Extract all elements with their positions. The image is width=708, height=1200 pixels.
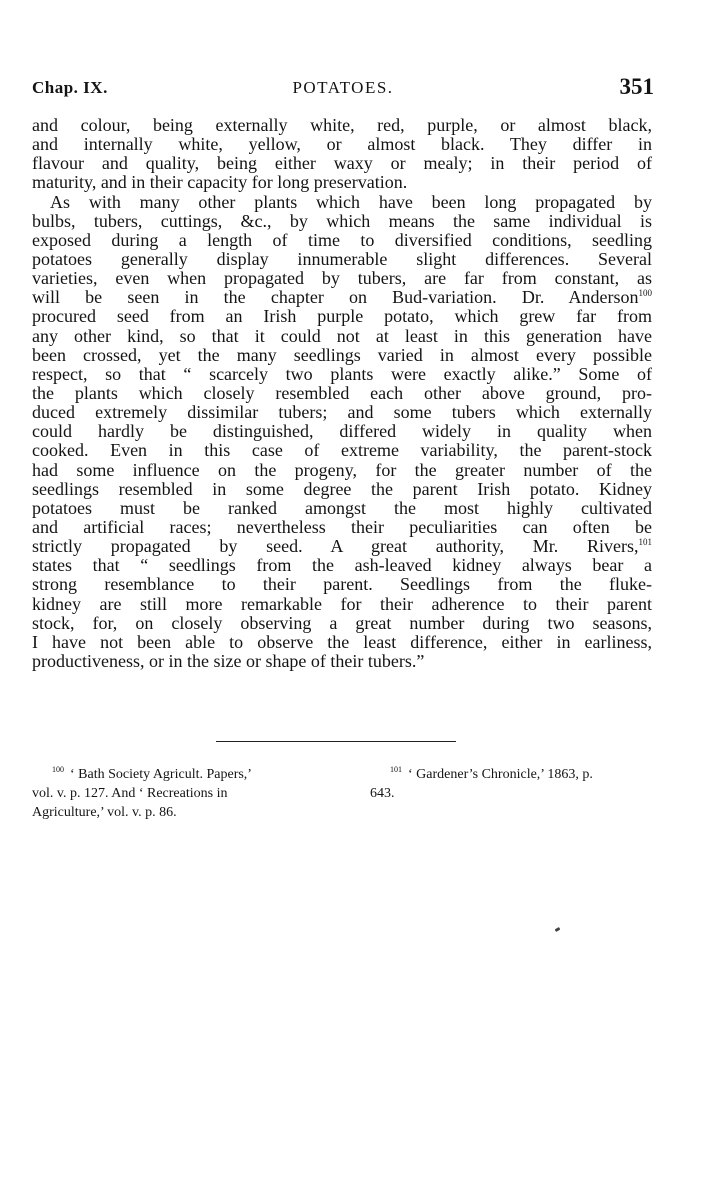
text-line: bulbs, tubers, cuttings, &c., by which means the same individual is [32,210,652,231]
text-line: procured seed from an Irish purple potato, which grew far from [32,306,652,327]
text-line: stock, for, on closely observing a great number during two seasons, [32,612,652,633]
text-line: As with many other plants which have been long propagated by [50,191,652,212]
text-line: could hardly be distinguished, differed widely in quality when [32,421,652,442]
footnote-101 [370,760,660,803]
text-line: strong resemblance to their parent. Seedlings from the fluke- [32,574,652,595]
text-line: states that “ seedlings from the ash-leaved kidney always bear a [32,555,652,576]
text-line: duced extremely dissimilar tubers; and some tubers which externally [32,402,652,423]
footnote-line: Agriculture,’ vol. v. p. 86. [32,805,177,820]
text-line: had some influence on the progeny, for the greater number of the [32,459,652,480]
text-line: and colour, being externally white, red, purple, or almost black, [32,115,652,135]
text-line: potatoes generally display innumerable slight differences. Several [32,248,652,269]
text-line: productiveness, or in the size or shape of their tubers.” [32,650,425,671]
text-line: cooked. Even in this case of extreme variability, the parent-stock [32,440,652,461]
text-line: kidney are still more remarkable for their adherence to their parent [32,593,652,614]
running-header [32,74,654,104]
text-line: strictly propagated by seed. A great authority, Mr. Rivers,$^{101}$ [32,536,652,557]
text-line: exposed during a length of time to diversified conditions, seedling [32,229,652,250]
text-line: maturity, and in their capacity for long preservation. [32,172,408,193]
print-speck [555,927,561,932]
text-line: any other kind, so that it could not at least in this generation have [32,325,652,346]
body-text [32,116,652,671]
text-line: been crossed, yet the many seedlings varied in almost every possible [32,344,652,365]
text-line: I have not been able to observe the least difference, either in earliness, [32,631,652,652]
text-line: and internally white, yellow, or almost black. They differ in [32,134,652,155]
footnote-line: $^{100}$ ‘ Bath Society Agricult. Papers,’ [52,765,252,782]
footnote-line: vol. v. p. 127. And ‘ Recreations in [32,786,228,801]
text-line: the plants which closely resembled each other above ground, pro- [32,382,652,403]
chapter-label: Chap. IX. [32,78,108,97]
footnote-mark: 100 [52,765,64,774]
footnote-100 [32,760,332,822]
text-line: will be seen in the chapter on Bud-variation. Dr. Anderson$^{100}$ [32,287,652,308]
footnote-line: $^{101}$ ‘ Gardener’s Chronicle,’ 1863, p. [390,765,593,782]
text-line: seedlings resembled in some degree the parent Irish potato. Kidney [32,478,652,499]
text-line: potatoes must be ranked amongst the most highly cultivated [32,497,652,518]
text-line: respect, so that “ scarcely two plants were exactly alike.” Some of [32,363,652,384]
text-line: varieties, even when propagated by tubers, are far from constant, as [32,268,652,289]
footnote-reference: 100 [638,288,652,299]
text-line: and artificial races; nevertheless their peculiarities can often be [32,516,652,537]
running-title: POTATOES. [292,78,394,97]
footnote-line: 643. [370,786,395,801]
footnote-mark: 101 [390,765,402,774]
page-number: 351 [619,74,654,99]
footnote-divider [216,741,456,742]
text-line: flavour and quality, being either waxy or mealy; in their period of [32,153,652,174]
footnote-reference: 101 [638,537,652,548]
